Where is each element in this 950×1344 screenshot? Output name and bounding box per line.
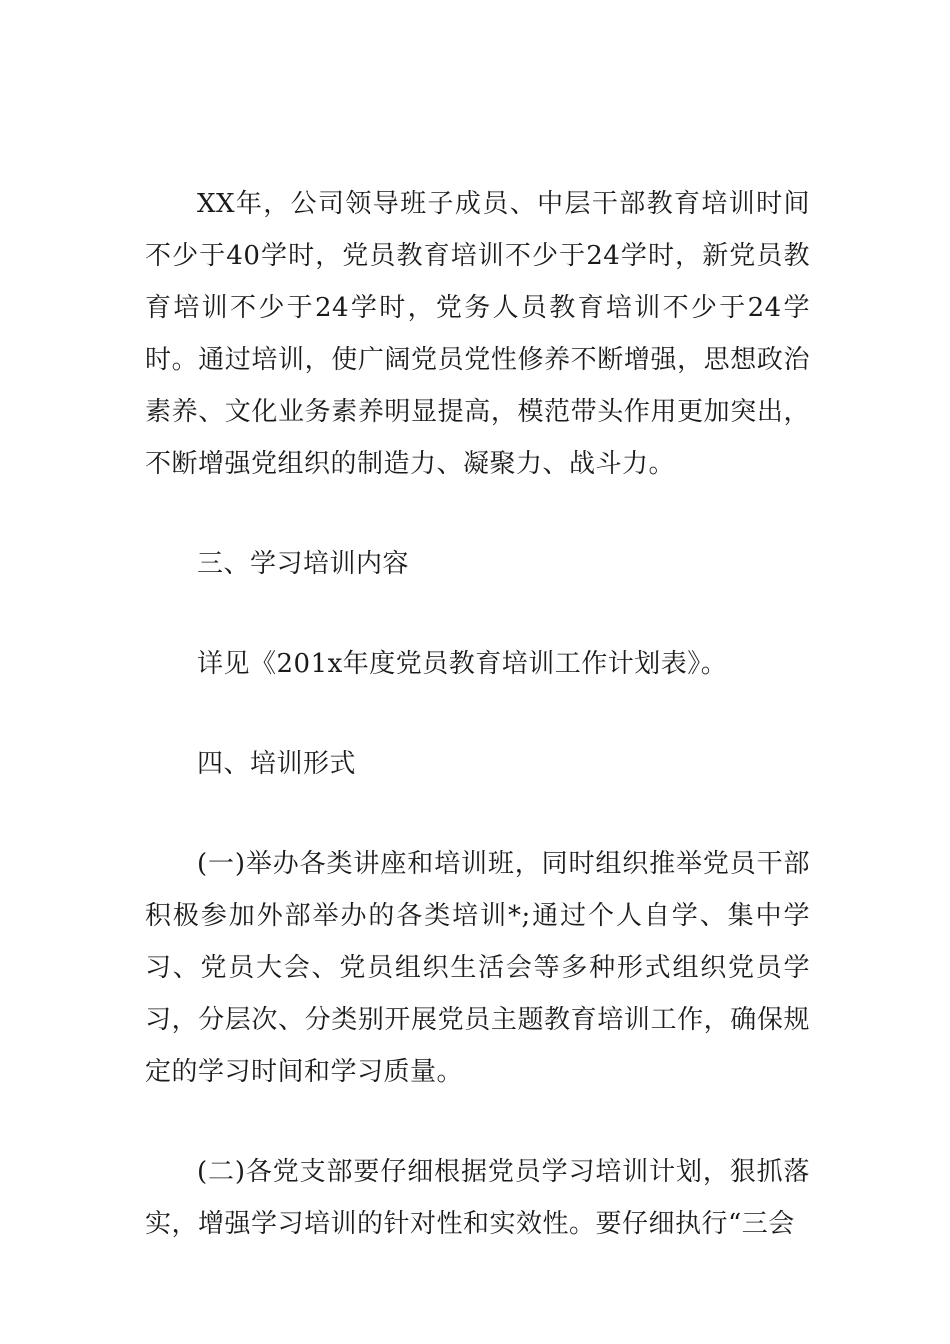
paragraph-item-two: (二)各党支部要仔细根据党员学习培训计划，狠抓落实，增强学习培训的针对性和实效性。要仔细执行“三会 xyxy=(145,1157,810,1239)
section-heading-training-content: 三、学习培训内容 xyxy=(197,549,410,579)
paragraph-item-one: (一)举办各类讲座和培训班，同时组织推举党员干部积极参加外部举办的各类培训*;通过个人自学、集中学习、党员大会、党员组织生活会等多种形式组织党员学习，分层次、分类别开展党员主题教育培训工作，确保规定的学习时间和学习质量。 xyxy=(145,849,810,1087)
paragraph-training-hours: XX年，公司领导班子成员、中层干部教育培训时间不少于40学时，党员教育培训不少于24学时，新党员教育培训不少于24学时，党务人员教育培训不少于24学时。通过培训，使广阔党员党性修养不断增强，思想政治素养、文化业务素养明显提高，模范带头作用更加突出，不断增强党组织的制造力、凝聚力、战斗力。 xyxy=(145,189,810,479)
paragraph-gap xyxy=(145,590,810,638)
paragraph-gap xyxy=(145,1098,810,1146)
paragraph-gap xyxy=(145,690,810,738)
paragraph-see-plan-table: 详见《201x年度党员教育培训工作计划表》。 xyxy=(197,649,728,679)
paragraph-gap xyxy=(145,490,810,538)
document-body xyxy=(145,178,810,1250)
paragraph-gap xyxy=(145,790,810,838)
section-heading-training-form: 四、培训形式 xyxy=(197,749,357,779)
